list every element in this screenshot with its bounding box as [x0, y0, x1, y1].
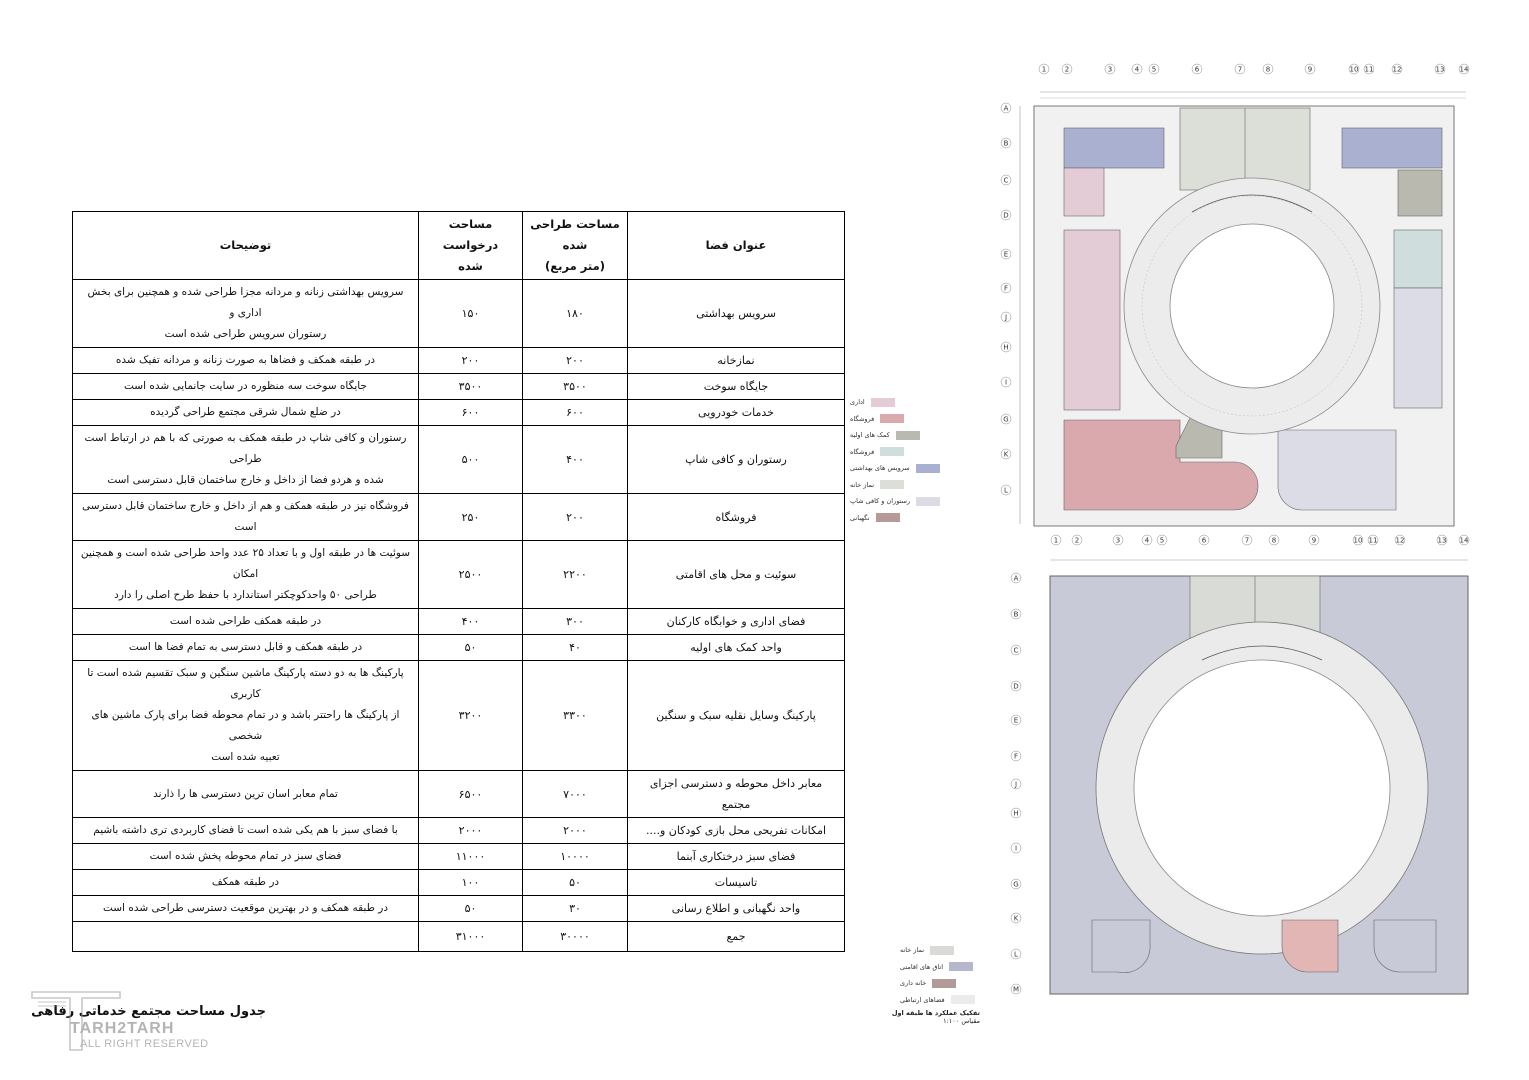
axis-label: 14: [1459, 536, 1469, 545]
plan1-wc-right: [1342, 128, 1442, 168]
table-row: [73, 609, 845, 635]
axis-label: A: [1013, 574, 1019, 583]
axis-label: 10: [1353, 536, 1363, 545]
axis-label: D: [1013, 682, 1019, 691]
legend-item: [850, 444, 942, 461]
axis-label: J: [1014, 780, 1018, 789]
header-designed-line2: (متر مربع): [545, 259, 605, 273]
description-line: تمام معابر اسان ترین دسترسی ها را ذارند: [153, 787, 338, 800]
plan1-restaurant-south: [1278, 430, 1396, 510]
cell-designed-area: ۶۰۰: [523, 400, 628, 426]
cell-space-title: واحد کمک های اولیه: [628, 635, 845, 661]
cell-description: [73, 870, 419, 896]
cell-space-title: معابر داخل محوطه و دسترسی اجزای مجتمع: [628, 771, 845, 818]
axis-label: 7: [1244, 536, 1250, 545]
description-line: در طبقه همکف طراحی شده است: [169, 615, 322, 627]
legend-label: اتاق های اقامتی: [900, 962, 944, 971]
cell-space-title: امکانات تفریحی محل بازی کودکان و....: [628, 818, 845, 844]
axis-label: F: [1013, 752, 1019, 761]
plan1-axis-top: [1039, 64, 1469, 74]
axis-label: 6: [1194, 65, 1200, 74]
legend-label: فروشگاه: [850, 414, 875, 423]
axis-label: I: [1014, 844, 1018, 853]
watermark-rights: ALL RIGHT RESERVED: [80, 1038, 209, 1050]
legend-item: [850, 510, 942, 527]
description-line: فروشگاه نیز در طبقه همکف و هم از داخل و خارج ساختمان قابل دسترسی است: [82, 500, 409, 533]
cell-requested-area: ۲۰۰: [419, 348, 523, 374]
plan2-axis-left: [1011, 573, 1021, 994]
axis-label: A: [1003, 104, 1009, 113]
cell-designed-area: ۳۳۰۰: [523, 661, 628, 771]
table-row: [73, 844, 845, 870]
axis-label: 4: [1134, 65, 1140, 74]
plan1-axis-left: [1001, 103, 1011, 495]
cell-space-title: رستوران و کافی شاپ: [628, 426, 845, 494]
cell-designed-area: ۱۰۰۰۰: [523, 844, 628, 870]
axis-label: E: [1013, 716, 1019, 725]
cell-space-title: تاسیسات: [628, 870, 845, 896]
legend-item: [900, 959, 980, 976]
axis-label: L: [1004, 486, 1008, 495]
cell-requested-area: ۲۰۰۰: [419, 818, 523, 844]
cell-requested-area: ۶۵۰۰: [419, 771, 523, 818]
header-requested-line1: مساحت درخواست: [442, 217, 499, 252]
axis-label: I: [1004, 378, 1008, 387]
cell-space-title: فضای سبز درختکاری آبنما: [628, 844, 845, 870]
axis-label: 3: [1115, 536, 1121, 545]
cell-designed-area: ۲۰۰۰: [523, 818, 628, 844]
cell-requested-area: ۲۵۰۰: [419, 541, 523, 609]
axis-label: C: [1003, 176, 1009, 185]
legend-swatch: [896, 431, 920, 440]
header-requested-area: [419, 212, 523, 280]
axis-label: 11: [1364, 65, 1374, 74]
description-line: در طبقه همکف و فضاها به صورت زنانه و مردانه تفیک شده: [115, 354, 376, 366]
table-title: جدول مساحت مجتمع خدماتی رفاهی: [31, 1004, 266, 1019]
cell-requested-area: ۶۰۰: [419, 400, 523, 426]
plan1-shop-east: [1394, 230, 1442, 288]
legend-label: رستوران و کافی شاپ: [850, 497, 911, 506]
legend-swatch: [951, 995, 975, 1004]
legend-item: [850, 477, 942, 494]
axis-label: 12: [1392, 65, 1402, 74]
cell-description: [73, 374, 419, 400]
description-line: از پارکینگ ها راحتتر باشد و در تمام محوطه فضا برای پارک ماشین های شخصی: [91, 709, 400, 742]
axis-label: E: [1003, 250, 1009, 259]
cell-description: [73, 771, 419, 818]
cell-description: [73, 541, 419, 609]
legend-label: سرویس های بهداشتی: [850, 464, 910, 473]
plan2-housekeeping: [1282, 920, 1338, 972]
description-line: شده و هردو فضا از داخل و خارج ساختمان قابل دسترسی است: [107, 474, 384, 486]
ground-floor-legend: [850, 394, 942, 526]
cell-requested-area: ۱۵۰: [419, 280, 523, 348]
plan1-first-aid: [1398, 170, 1442, 216]
cell-designed-area: ۲۲۰۰: [523, 541, 628, 609]
ground-floor-plan: [996, 58, 1476, 528]
area-program-table: [72, 211, 845, 952]
legend-swatch: [949, 962, 973, 971]
legend-swatch: [932, 979, 956, 988]
legend-label: اداری: [850, 398, 865, 407]
legend-item: [900, 975, 980, 992]
axis-label: 2: [1064, 65, 1070, 74]
axis-label: G: [1013, 880, 1019, 889]
axis-label: 9: [1311, 536, 1317, 545]
cell-space-title: واحد نگهبانی و اطلاع رسانی: [628, 896, 845, 922]
table-row: [73, 818, 845, 844]
cell-description: [73, 426, 419, 494]
legend-item: [900, 942, 980, 959]
table-body: [73, 280, 845, 922]
description-line: طراحی ۵۰ واحدکوچکتر استاندارد با حفظ طرح اصلی را دارد: [114, 589, 377, 601]
legend-item: [850, 427, 942, 444]
header-designed-line1: مساحت طراحی شده: [530, 217, 620, 252]
total-designed: ۳۰۰۰۰: [523, 922, 628, 952]
cell-description: [73, 661, 419, 771]
axis-label: K: [1003, 450, 1009, 459]
table-row: [73, 541, 845, 609]
legend-swatch: [916, 497, 940, 506]
axis-label: C: [1013, 646, 1019, 655]
cell-space-title: پارکینگ وسایل نقلیه سبک و سنگین: [628, 661, 845, 771]
legend-swatch: [916, 464, 940, 473]
cell-description: [73, 348, 419, 374]
legend-swatch: [930, 946, 954, 955]
legend-swatch: [880, 414, 904, 423]
legend-label: فروشگاه: [850, 447, 875, 456]
cell-requested-area: ۳۲۰۰: [419, 661, 523, 771]
axis-label: 4: [1144, 536, 1150, 545]
cell-requested-area: ۵۰: [419, 896, 523, 922]
cell-requested-area: ۳۵۰۰: [419, 374, 523, 400]
cell-space-title: جایگاه سوخت: [628, 374, 845, 400]
header-designed-area: [523, 212, 628, 280]
axis-label: K: [1013, 914, 1019, 923]
cell-description: [73, 280, 419, 348]
description-line: پارکینگ ها به دو دسته پارکینگ ماشین سنگین و سبک تقسیم شده است تا کاربری: [87, 667, 404, 700]
axis-label: M: [1012, 985, 1020, 994]
axis-label: 1: [1053, 536, 1059, 545]
axis-label: 8: [1265, 65, 1271, 74]
legend-item: [900, 992, 980, 1009]
cell-requested-area: ۵۰۰: [419, 426, 523, 494]
axis-label: 3: [1107, 65, 1113, 74]
legend-label: نماز خانه: [900, 946, 925, 955]
table-row: [73, 661, 845, 771]
cell-space-title: فضای اداری و خوابگاه کارکنان: [628, 609, 845, 635]
total-requested: ۳۱۰۰۰: [419, 922, 523, 952]
cell-designed-area: ۳۰۰: [523, 609, 628, 635]
cell-description: [73, 635, 419, 661]
axis-label: 7: [1237, 65, 1243, 74]
cell-description: [73, 400, 419, 426]
total-title: جمع: [628, 922, 845, 952]
description-line: تعبیه شده است: [211, 751, 280, 763]
legend-item: [850, 394, 942, 411]
cell-space-title: سرویس بهداشتی: [628, 280, 845, 348]
cell-space-title: سوئیت و محل های اقامتی: [628, 541, 845, 609]
cell-designed-area: ۴۰۰: [523, 426, 628, 494]
axis-label: J: [1004, 313, 1008, 322]
cell-description: [73, 844, 419, 870]
cell-requested-area: ۱۰۰: [419, 870, 523, 896]
axis-label: B: [1003, 139, 1009, 148]
header-description: توضیحات: [73, 212, 419, 280]
axis-label: 12: [1395, 536, 1405, 545]
description-line: فضای سبز در تمام محوطه پخش شده است: [149, 850, 342, 862]
legend-label: فضاهای ارتباطی: [900, 995, 945, 1004]
legend-label: خانه داری: [900, 979, 927, 988]
axis-label: 8: [1271, 536, 1277, 545]
legend-swatch: [880, 447, 904, 456]
table-row: [73, 280, 845, 348]
legend-item: [850, 460, 942, 477]
table-row: [73, 635, 845, 661]
cell-designed-area: ۲۰۰: [523, 494, 628, 541]
description-line: در طبقه همکف و قابل دسترسی به تمام فضا ها است: [128, 641, 363, 653]
axis-label: 13: [1435, 65, 1445, 74]
cell-description: [73, 494, 419, 541]
cell-designed-area: ۳۵۰۰: [523, 374, 628, 400]
cell-designed-area: ۷۰۰۰: [523, 771, 628, 818]
axis-label: 10: [1349, 65, 1359, 74]
axis-label: 5: [1151, 65, 1157, 74]
axis-label: G: [1003, 415, 1009, 424]
cell-designed-area: ۴۰: [523, 635, 628, 661]
description-line: در طبقه همکف و در بهترین موقعیت دسترسی طراحی شده است: [102, 902, 389, 914]
axis-label: 6: [1201, 536, 1207, 545]
table-row: [73, 870, 845, 896]
cell-space-title: فروشگاه: [628, 494, 845, 541]
axis-label: L: [1014, 950, 1018, 959]
legend-label: نماز خانه: [850, 480, 875, 489]
plan-caption-scale: مقیاس ۱:۱۰۰: [943, 1017, 980, 1025]
axis-label: 1: [1041, 65, 1047, 74]
legend-label: نگهبانی: [850, 513, 870, 522]
axis-label: 9: [1307, 65, 1313, 74]
axis-label: 2: [1074, 536, 1080, 545]
first-floor-plan: [1006, 532, 1476, 1002]
axis-label: D: [1003, 211, 1009, 220]
legend-item: [850, 411, 942, 428]
axis-label: F: [1003, 284, 1009, 293]
table-row: [73, 374, 845, 400]
axis-label: H: [1003, 343, 1009, 352]
plan-caption-title: تفکیک عملکرد ها طبقه اول: [891, 1009, 980, 1017]
cell-requested-area: ۱۱۰۰۰: [419, 844, 523, 870]
plan2-axis-top: [1051, 535, 1469, 545]
legend-label: کمک های اولیه: [850, 431, 890, 440]
cell-requested-area: ۴۰۰: [419, 609, 523, 635]
table-total-row: [73, 922, 845, 952]
description-line: با فضای سبز با هم یکی شده است تا فضای کاربردی تری داشته باشیم: [93, 824, 398, 836]
description-line: رستوران سرویس طراحی شده است: [164, 328, 327, 340]
cell-requested-area: ۵۰: [419, 635, 523, 661]
header-requested-line2: شده: [458, 259, 483, 273]
table-row: [73, 426, 845, 494]
description-line: رستوران و کافی شاپ در طبقه همکف به صورتی که با هم در ارتباط است طراحی: [84, 432, 407, 465]
total-description-empty: [73, 922, 419, 952]
table-row: [73, 494, 845, 541]
cell-space-title: خدمات خودرویی: [628, 400, 845, 426]
first-floor-legend: [900, 942, 980, 1008]
plan1-courtyard: [1170, 224, 1334, 388]
legend-swatch: [876, 513, 900, 522]
plan2-courtyard: [1134, 660, 1390, 916]
table-row: [73, 771, 845, 818]
plan-caption: [884, 1009, 980, 1025]
axis-label: 13: [1437, 536, 1447, 545]
plan1-wc-left: [1064, 128, 1164, 168]
header-space-title: عنوان فضا: [628, 212, 845, 280]
cell-requested-area: ۲۵۰: [419, 494, 523, 541]
axis-label: 5: [1159, 536, 1165, 545]
cell-description: [73, 609, 419, 635]
table-row: [73, 400, 845, 426]
table-row: [73, 348, 845, 374]
plan1-office-a: [1064, 168, 1104, 216]
table-header-row: [73, 212, 845, 280]
axis-label: 14: [1459, 65, 1469, 74]
cell-designed-area: ۵۰: [523, 870, 628, 896]
cell-designed-area: ۳۰: [523, 896, 628, 922]
watermark-brand: TARH2TARH: [70, 1020, 175, 1037]
axis-label: 11: [1368, 536, 1378, 545]
cell-description: [73, 896, 419, 922]
cell-space-title: نمازخانه: [628, 348, 845, 374]
description-line: سرویس بهداشتی زنانه و مردانه مجزا طراحی شده و همچنین برای بخش اداری و: [87, 286, 404, 319]
description-line: در طبقه همکف: [211, 876, 280, 888]
plan1-office-west: [1064, 230, 1120, 410]
plan1-restaurant-east: [1394, 288, 1442, 408]
description-line: در ضلع شمال شرقی مجتمع طراحی گردیده: [150, 406, 341, 418]
axis-label: H: [1013, 809, 1019, 818]
description-line: جایگاه سوخت سه منظوره در سایت جانمایی شده است: [123, 380, 368, 392]
cell-description: [73, 818, 419, 844]
legend-swatch: [880, 480, 904, 489]
legend-swatch: [871, 398, 895, 407]
axis-label: B: [1013, 610, 1019, 619]
cell-designed-area: ۱۸۰: [523, 280, 628, 348]
table-row: [73, 896, 845, 922]
legend-item: [850, 493, 942, 510]
cell-designed-area: ۲۰۰: [523, 348, 628, 374]
description-line: سوئیت ها در طبقه اول و با تعداد ۲۵ عدد واحد طراحی شده است و همچنین امکان: [80, 547, 411, 580]
